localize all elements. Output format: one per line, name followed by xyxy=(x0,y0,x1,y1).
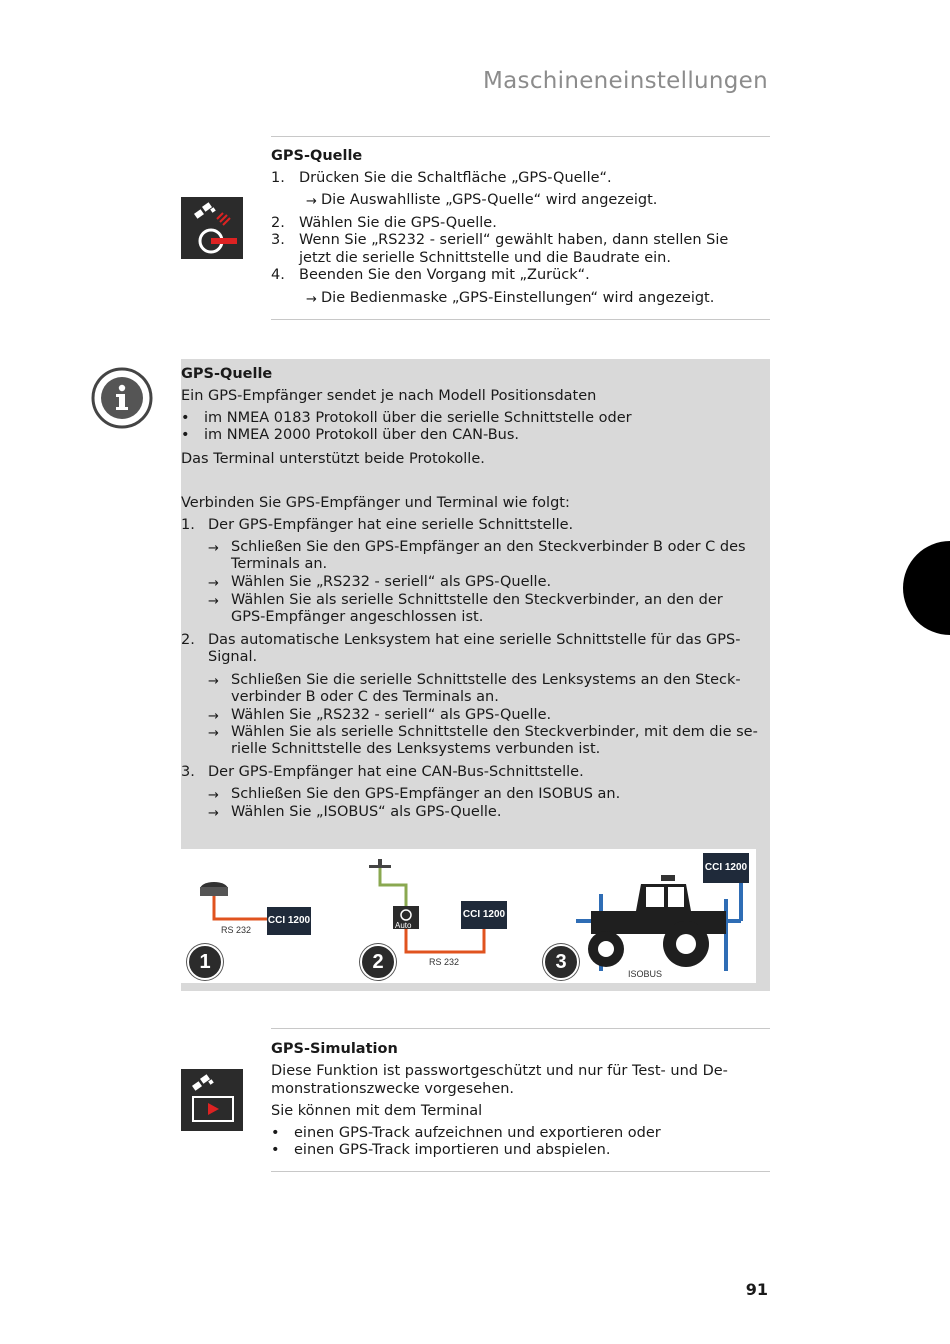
paragraph-text: monstrationszwecke vorgesehen. xyxy=(271,1081,515,1097)
bullet-icon: • xyxy=(181,427,190,443)
gps-simulation-icon xyxy=(181,1069,243,1131)
sub-text: GPS-Empfänger angeschlossen ist. xyxy=(231,609,484,625)
sub-text: rielle Schnittstelle des Lenksystems verbunden ist. xyxy=(231,741,601,757)
info-icon xyxy=(90,366,154,434)
step-number: 4. xyxy=(271,267,285,283)
page-number: 91 xyxy=(745,1280,768,1299)
bullet-text: im NMEA 2000 Protokoll über den CAN-Bus. xyxy=(204,427,520,443)
section-title: GPS-Simulation xyxy=(271,1041,398,1057)
sub-text: Schließen Sie die serielle Schnittstelle des Lenksystems an den Steck- xyxy=(231,672,741,688)
sub-text: Wählen Sie „ISOBUS“ als GPS-Quelle. xyxy=(231,804,502,820)
section-title: GPS-Quelle xyxy=(271,148,363,164)
sub-text: Wählen Sie als serielle Schnittstelle den Steckverbinder, mit dem die se- xyxy=(231,724,758,740)
gps-source-icon xyxy=(181,197,243,259)
step-result: Die Auswahlliste „GPS-Quelle“ wird angezeigt. xyxy=(321,192,658,208)
terminal-cci-1200: CCI 1200 xyxy=(461,901,507,929)
arrow-right-icon: → xyxy=(208,541,219,556)
item-number: 1. xyxy=(181,517,195,533)
sub-text: Schließen Sie den GPS-Empfänger an den ISOBUS an. xyxy=(231,786,621,802)
info-text: Das Terminal unterstützt beide Protokolle. xyxy=(181,451,485,467)
bullet-text: im NMEA 0183 Protokoll über die serielle Schnittstelle oder xyxy=(204,410,632,426)
rs232-label: RS 232 xyxy=(221,925,252,935)
divider xyxy=(271,1171,770,1172)
sub-text: Wählen Sie „RS232 - seriell“ als GPS-Quelle. xyxy=(231,707,552,723)
step-number: 3. xyxy=(271,232,285,248)
arrow-right-icon: → xyxy=(208,788,219,803)
item-number: 2. xyxy=(181,632,195,648)
divider xyxy=(271,319,770,320)
info-title: GPS-Quelle xyxy=(181,366,273,382)
divider xyxy=(271,1028,770,1029)
arrow-right-icon: → xyxy=(208,806,219,821)
bullet-icon: • xyxy=(271,1125,280,1141)
chapter-tab-marker xyxy=(903,541,950,635)
step-text: Beenden Sie den Vorgang mit „Zurück“. xyxy=(299,267,590,283)
step-text: jetzt die serielle Schnittstelle und die Baudrate ein. xyxy=(299,250,671,266)
scenario-number-3: 3 xyxy=(543,944,579,980)
scenario-number-2: 2 xyxy=(360,944,396,980)
sub-text: Wählen Sie als serielle Schnittstelle den Steckverbinder, an den der xyxy=(231,592,723,608)
arrow-right-icon: → xyxy=(208,726,219,741)
info-text: Verbinden Sie GPS-Empfänger und Terminal wie folgt: xyxy=(181,495,570,511)
bullet-icon: • xyxy=(181,410,190,426)
step-text: Wenn Sie „RS232 - seriell“ gewählt haben, dann stellen Sie xyxy=(299,232,729,248)
item-number: 3. xyxy=(181,764,195,780)
arrow-right-icon: → xyxy=(208,576,219,591)
scenario-number-1: 1 xyxy=(187,944,223,980)
sub-text: Wählen Sie „RS232 - seriell“ als GPS-Quelle. xyxy=(231,574,552,590)
item-text: Der GPS-Empfänger hat eine CAN-Bus-Schnittstelle. xyxy=(208,764,584,780)
bullet-text: einen GPS-Track aufzeichnen und exportieren oder xyxy=(294,1125,661,1141)
arrow-right-icon: → xyxy=(306,292,317,307)
bullet-text: einen GPS-Track importieren und abspielen. xyxy=(294,1142,611,1158)
auto-label: Auto xyxy=(395,921,412,930)
rs232-label: RS 232 xyxy=(429,957,460,967)
connection-diagram xyxy=(181,849,756,983)
terminal-cci-1200: CCI 1200 xyxy=(703,853,749,883)
step-result: Die Bedienmaske „GPS-Einstellungen“ wird angezeigt. xyxy=(321,290,715,306)
paragraph-text: Diese Funktion ist passwortgeschützt und nur für Test- und De- xyxy=(271,1063,728,1079)
arrow-right-icon: → xyxy=(306,194,317,209)
item-text: Der GPS-Empfänger hat eine serielle Schnittstelle. xyxy=(208,517,574,533)
sub-text: Terminals an. xyxy=(231,556,328,572)
step-text: Drücken Sie die Schaltfläche „GPS-Quelle“. xyxy=(299,170,612,186)
info-text: Ein GPS-Empfänger sendet je nach Modell Positionsdaten xyxy=(181,388,597,404)
item-text: Das automatische Lenksystem hat eine serielle Schnittstelle für das GPS- xyxy=(208,632,741,648)
isobus-label: ISOBUS xyxy=(628,969,663,979)
divider xyxy=(271,136,770,137)
step-number: 2. xyxy=(271,215,285,231)
arrow-right-icon: → xyxy=(208,674,219,689)
sub-text: Schließen Sie den GPS-Empfänger an den Steckverbinder B oder C des xyxy=(231,539,746,555)
step-text: Wählen Sie die GPS-Quelle. xyxy=(299,215,497,231)
bullet-icon: • xyxy=(271,1142,280,1158)
page-header-title: Maschineneinstellungen xyxy=(483,68,768,94)
arrow-right-icon: → xyxy=(208,594,219,609)
paragraph-text: Sie können mit dem Terminal xyxy=(271,1103,483,1119)
step-number: 1. xyxy=(271,170,285,186)
terminal-cci-1200: CCI 1200 xyxy=(267,907,311,935)
sub-text: verbinder B oder C des Terminals an. xyxy=(231,689,499,705)
item-text: Signal. xyxy=(208,649,258,665)
arrow-right-icon: → xyxy=(208,709,219,724)
